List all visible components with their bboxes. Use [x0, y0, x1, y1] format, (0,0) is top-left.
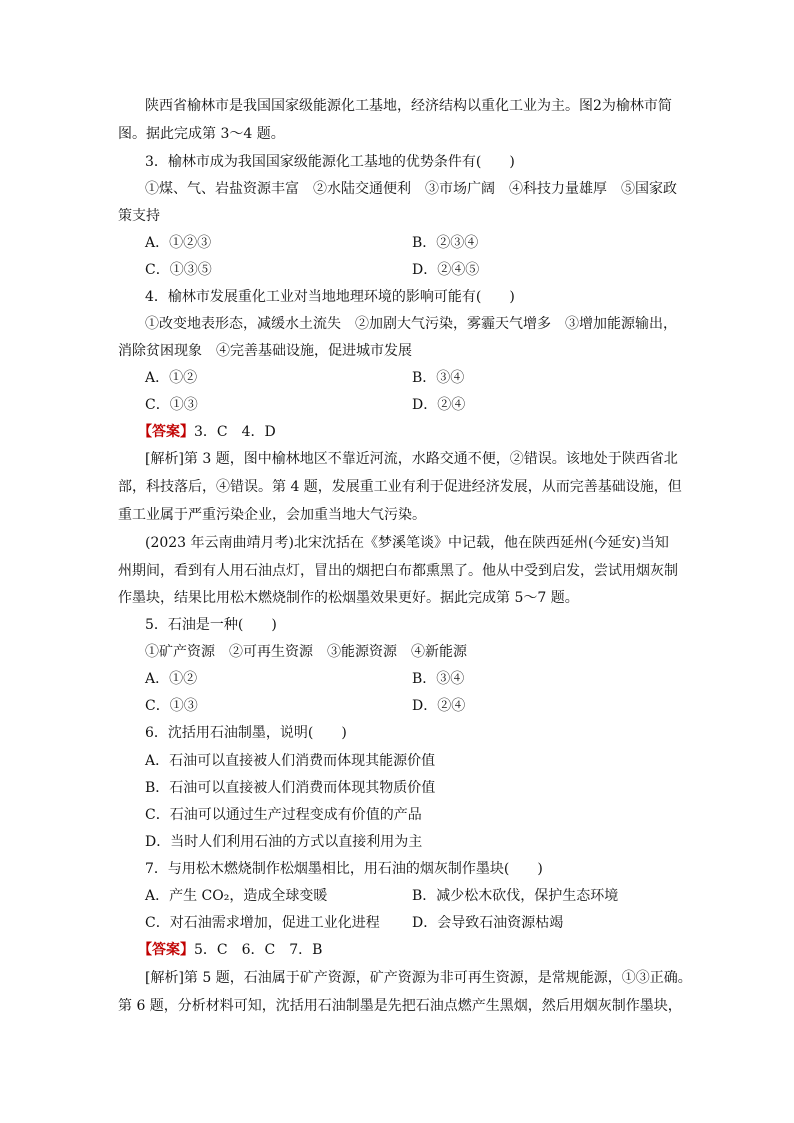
intro2-line1: (2023 年云南曲靖月考)北宋沈括在《梦溪笔谈》中记载，他在陕西延州(今延安)当知 — [145, 535, 669, 551]
answer-tag: 【答案】 — [138, 424, 194, 440]
intro2-line3: 作墨块，结果比用松木燃烧制作的松烟墨效果更好。据此完成第 5～7 题。 — [118, 590, 579, 606]
analysis1-line2: 部，科技落后，④错误。第 4 题，发展重工业有利于促进经济发展，从而完善基础设施，但 — [118, 479, 682, 495]
q4-stem: 4．榆林市发展重化工业对当地地理环境的影响可能有( ) — [145, 289, 515, 305]
q3-stem: 3．榆林市成为我国国家级能源化工基地的优势条件有( ) — [145, 154, 515, 170]
q6-stem: 6．沈括用石油制墨，说明( ) — [145, 725, 347, 741]
intro1-line2: 图。据此完成第 3～4 题。 — [118, 126, 285, 142]
q5-items: ①矿产资源 ②可再生资源 ③能源资源 ④新能源 — [145, 644, 467, 660]
analysis1-line1: [解析]第 3 题，图中榆林地区不靠近河流，水路交通不便，②错误。该地处于陕西省北 — [145, 451, 678, 467]
answer-text: 3．C 4．D — [194, 424, 276, 440]
q7-stem: 7．与用松木燃烧制作松烟墨相比，用石油的烟灰制作墨块( ) — [145, 861, 543, 877]
q5-option-b: B．③④ — [412, 671, 465, 687]
q7-option-a: A．产生 CO₂，造成全球变暖 — [145, 888, 328, 904]
answer-2 — [138, 940, 322, 960]
q5-stem: 5．石油是一种( ) — [145, 617, 277, 633]
q4-option-d: D．②④ — [412, 397, 466, 413]
q5-option-c: C．①③ — [145, 698, 198, 714]
q6-option-d: D．当时人们利用石油的方式以直接利用为主 — [145, 834, 423, 850]
q4-option-c: C．①③ — [145, 397, 198, 413]
answer-1 — [138, 422, 276, 442]
q6-option-a: A．石油可以直接被人们消费而体现其能源价值 — [145, 753, 436, 769]
q3-option-b: B．②③④ — [412, 235, 479, 251]
q4-items-line1: ①改变地表形态，减缓水土流失 ②加剧大气污染，雾霾天气增多 ③增加能源输出， — [145, 316, 677, 332]
q3-items-line2: 策支持 — [118, 208, 160, 224]
q7-option-c: C．对石油需求增加，促进工业化进程 — [145, 915, 380, 931]
analysis1-line3: 重工业属于严重污染企业，会加重当地大气污染。 — [118, 507, 426, 523]
intro2-line2: 州期间，看到有人用石油点灯，冒出的烟把白布都熏黑了。他从中受到启发，尝试用烟灰制 — [118, 563, 678, 579]
q3-option-a: A．①②③ — [145, 235, 212, 251]
q7-option-d: D．会导致石油资源枯竭 — [412, 915, 564, 931]
analysis2-line2: 第 6 题，分析材料可知，沈括用石油制墨是先把石油点燃产生黑烟，然后用烟灰制作墨块， — [118, 998, 682, 1014]
q7-option-b: B．减少松木砍伐，保护生态环境 — [412, 888, 619, 904]
answer-tag: 【答案】 — [138, 942, 194, 958]
q5-option-d: D．②④ — [412, 698, 466, 714]
q4-option-b: B．③④ — [412, 370, 465, 386]
q5-option-a: A．①② — [145, 671, 198, 687]
q4-option-a: A．①② — [145, 370, 198, 386]
q3-items-line1: ①煤、气、岩盐资源丰富 ②水陆交通便利 ③市场广阔 ④科技力量雄厚 ⑤国家政 — [145, 181, 677, 197]
answer-text: 5．C 6．C 7．B — [194, 942, 323, 958]
q3-option-d: D．②④⑤ — [412, 262, 480, 278]
analysis2-line1: [解析]第 5 题，石油属于矿产资源，矿产资源为非可再生资源，是常规能源，①③正确。 — [145, 970, 692, 986]
q4-items-line2: 消除贫困现象 ④完善基础设施，促进城市发展 — [118, 343, 412, 359]
intro1-line1: 陕西省榆林市是我国国家级能源化工基地，经济结构以重化工业为主。图2为榆林市简 — [145, 98, 672, 114]
q6-option-c: C．石油可以通过生产过程变成有价值的产品 — [145, 807, 422, 823]
q3-option-c: C．①③⑤ — [145, 262, 212, 278]
q6-option-b: B．石油可以直接被人们消费而体现其物质价值 — [145, 780, 436, 796]
